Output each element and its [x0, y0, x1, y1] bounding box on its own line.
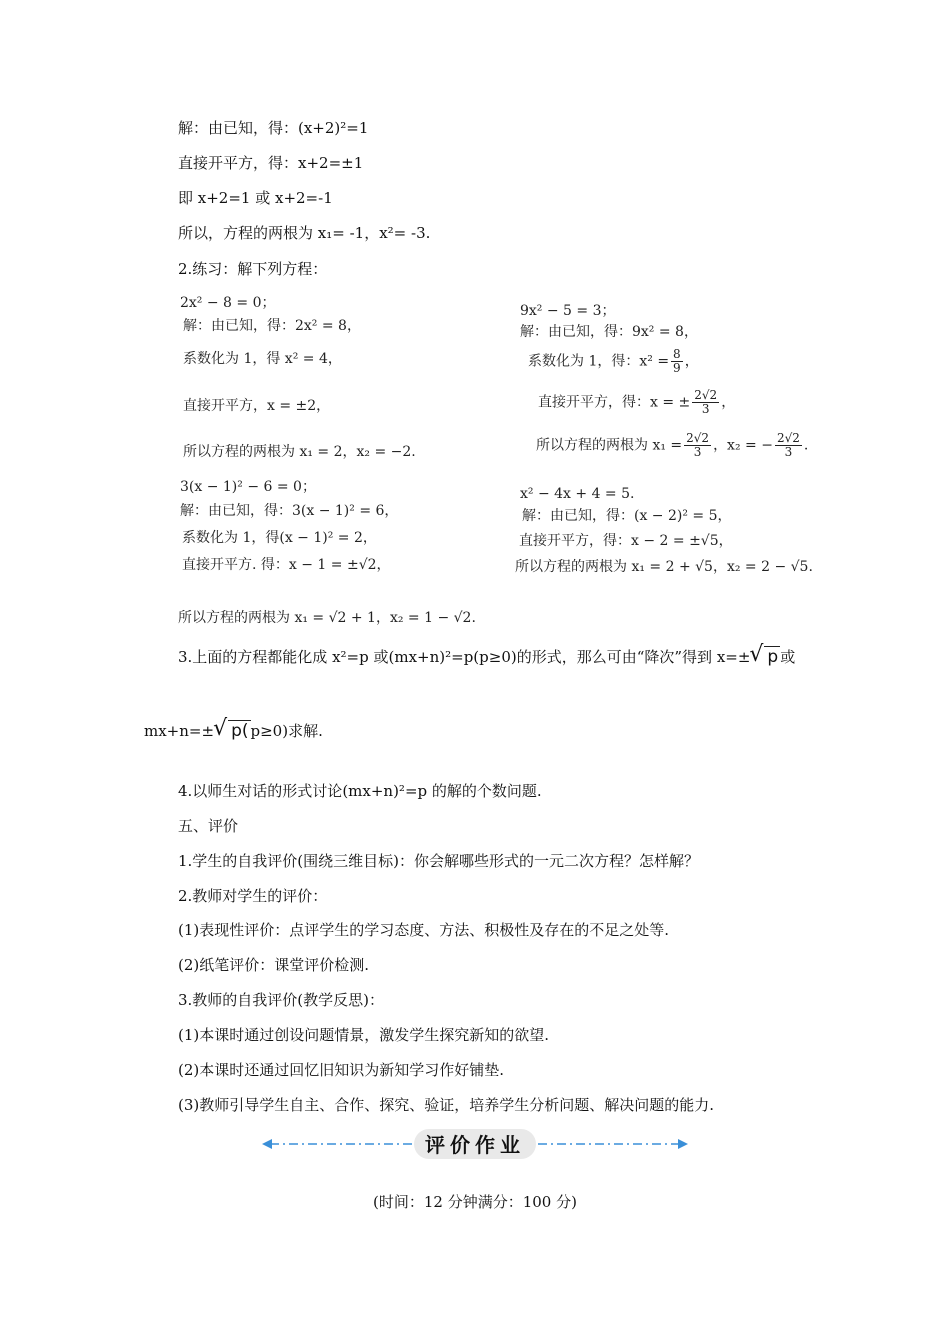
section-heading-evaluation: 五、评价	[178, 817, 239, 835]
ex4-step-1: 解：由已知，得：(x − 2)² = 5，	[522, 508, 732, 524]
ex3-step-4: 所以方程的两根为 x₁ = √2 + 1，x₂ = 1 − √2.	[178, 610, 476, 626]
eval-item-3a: (1)本课时通过创设问题情景，激发学生探究新知的欲望.	[178, 1026, 550, 1044]
ex1-equation: 2x² − 8 = 0；	[180, 295, 276, 311]
paragraph-3-line-2: mx+n=±√ p( p≥0)求解.	[144, 720, 323, 741]
ex4-step-2: 直接开平方，得：x − 2 = ±√5，	[519, 533, 733, 549]
ex2-equation: 9x² − 5 = 3；	[520, 303, 616, 319]
ex1-step-3: 直接开平方，x = ±2，	[183, 398, 331, 414]
ex1-step-2: 系数化为 1，得 x² = 4，	[183, 351, 342, 367]
eval-item-3: 3.教师的自我评价(教学反思)：	[178, 991, 385, 1009]
solution-line-1: 解：由已知，得：(x+2)²=1	[178, 119, 369, 137]
eval-item-1: 1.学生的自我评价(围绕三维目标)：你会解哪些形式的一元二次方程？怎样解？	[178, 852, 700, 870]
ex3-step-2: 系数化为 1，得(x − 1)² = 2，	[182, 530, 377, 546]
ex2-step-1: 解：由已知，得：9x² = 8，	[520, 324, 698, 340]
sqrt-p: √ p	[764, 646, 780, 667]
eval-item-2a: (1)表现性评价：点评学生的学习态度、方法、积极性及存在的不足之处等.	[178, 921, 670, 939]
ex2-step-4: 所以方程的两根为 x₁ = $\frac{2√2}{3}$ ，x₂ = − $\frac{2√2}{3}$ .	[536, 431, 809, 459]
ex4-equation: x² − 4x + 4 = 5.	[520, 486, 635, 502]
ex3-step-1: 解：由已知，得：3(x − 1)² = 6，	[180, 503, 399, 519]
ex4-step-3: 所以方程的两根为 x₁ = 2 + √5，x₂ = 2 − √5.	[515, 559, 813, 575]
eval-item-3b: (2)本课时还通过回忆旧知识为新知学习作好铺垫.	[178, 1061, 505, 1079]
banner-decoration	[262, 1126, 688, 1162]
paragraph-4: 4.以师生对话的形式讨论(mx+n)²=p 的解的个数问题.	[178, 782, 542, 800]
fraction: $\frac{2√2}{3}$	[776, 431, 800, 459]
ex1-step-1: 解：由已知，得：2x² = 8，	[183, 318, 361, 334]
eval-item-2b: (2)纸笔评价：课堂评价检测.	[178, 956, 370, 974]
fraction: $\frac{8}{9}$	[673, 347, 681, 375]
homework-banner	[262, 1126, 688, 1162]
practice-title: 2.练习：解下列方程：	[178, 260, 328, 278]
fraction: $\frac{2√2}{3}$	[694, 388, 718, 416]
ex3-step-3: 直接开平方. 得：x − 1 = ±√2，	[182, 557, 391, 573]
paragraph-3-line-1: 3.上面的方程都能化成 x²=p 或(mx+n)²=p(p≥0)的形式，那么可由“降次”得到 x=±√ p 或	[178, 646, 795, 667]
solution-line-3: 即 x+2=1 或 x+2=-1	[178, 189, 333, 207]
ex2-step-3: 直接开平方，得：x = ± $\frac{2√2}{3}$ ，	[538, 388, 736, 416]
right-arrow-icon	[678, 1139, 688, 1149]
time-note: (时间：12 分钟满分：100 分)	[373, 1193, 577, 1211]
solution-line-2: 直接开平方，得：x+2=±1	[178, 154, 364, 172]
banner-title: 评价作业	[425, 1133, 525, 1157]
ex1-step-4: 所以方程的两根为 x₁ = 2，x₂ = −2.	[183, 444, 416, 460]
ex2-step-2: 系数化为 1，得：x² = $\frac{8}{9}$ ，	[528, 347, 699, 375]
sqrt-p: √ p(	[228, 720, 250, 741]
eval-item-3c: (3)教师引导学生自主、合作、探究、验证，培养学生分析问题、解决问题的能力.	[178, 1096, 715, 1114]
ex3-equation: 3(x − 1)² − 6 = 0；	[180, 479, 316, 495]
solution-line-4: 所以，方程的两根为 x₁= -1，x²= -3.	[178, 224, 431, 242]
fraction: $\frac{2√2}{3}$	[686, 431, 710, 459]
eval-item-2: 2.教师对学生的评价：	[178, 887, 328, 905]
